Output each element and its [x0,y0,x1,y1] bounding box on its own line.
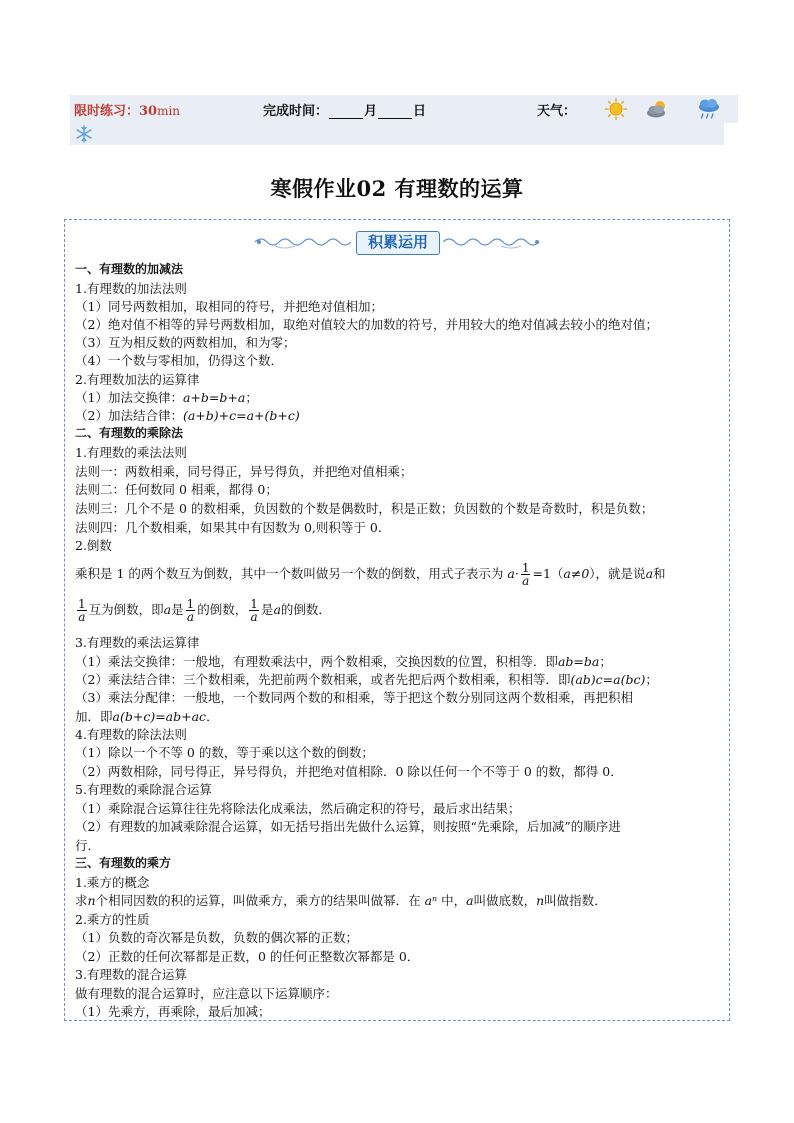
text-line: 法则一：两数相乘，同号得正，异号得负，并把绝对值相乘； [75,464,413,479]
day-blank[interactable] [378,107,412,119]
sun-icon[interactable] [603,97,629,121]
month-blank[interactable] [329,107,363,119]
subheading: 2.倒数 [75,538,112,553]
text-line: 法则四：几个数相乘，如果其中有因数为 0,则积等于 0. [75,520,382,535]
subheading: 5.有理数的乘除混合运算 [75,782,212,797]
section-heading: 二、有理数的乘除法 [75,426,184,440]
fraction: $\frac{1}{a}$ [78,597,86,624]
text-line: （2）加法结合律：(a+b)+c=a+(b+c) [75,408,300,423]
text-line: 行． [75,838,101,853]
text-line: （1）除以一个不等 0 的数，等于乘以这个数的倒数； [75,745,374,760]
text-line: （1）先乘方，再乘除，最后加减； [75,1004,271,1019]
snowflake-icon[interactable] [74,124,94,144]
subheading: 2.有理数加法的运算律 [75,372,200,387]
time-limit: 限时练习：30min [74,103,181,119]
text-line: 求n个相同因数的积的运算，叫做乘方，乘方的结果叫做幂．在 aⁿ 中，a叫做底数，n叫做指数． [75,893,607,908]
text-line: （2）有理数的加减乘除混合运算，如无括号指出先做什么运算，则按照“先乘除，后加减”的顺序进 [75,819,621,834]
text-line: 法则三：几个不是 0 的数相乘，负因数的个数是偶数时，积是正数；负因数的个数是奇数时，积是负数； [75,501,654,516]
subheading: 1.乘方的概念 [75,875,150,890]
subheading: 1.有理数的乘法法则 [75,445,187,460]
text-line: （2）正数的任何次幂都是正数，0 的任何正整数次幂都是 0． [75,949,420,964]
fraction: $\frac{1}{a}$ [521,561,530,588]
rain-cloud-icon[interactable] [696,97,722,121]
subheading: 2.乘方的性质 [75,912,150,927]
header-bar-lower [70,123,724,145]
subheading: 4.有理数的除法法则 [75,727,187,742]
completion-time: 完成时间： 月 日 [263,103,427,119]
text-line: （1）负数的奇次幂是负数，负数的偶次幂的正数； [75,930,358,945]
text-line: （2）绝对值不相等的异号两数相加，取绝对值较大的加数的符号，并用较大的绝对值减去较小的绝对值； [75,317,658,332]
text-line-reciprocal: 乘积是 1 的两个数互为倒数，其中一个数叫做另一个数的倒数，用式子表示为 a· $\frac{1}{a}$ =1（a≠0），就是说a和 [75,561,666,588]
text-line: （3）乘法分配律：一般地，一个数同两个数的和相乘，等于把这个数分别同这两个数相乘，再把积相 [75,690,633,705]
weather-label: 天气： [537,103,577,119]
text-line: （2）乘法结合律：三个数相乘，先把前两个数相乘，或者先把后两个数相乘，积相等．即(ab)c=a(bc)； [75,672,658,687]
section-heading: 三、有理数的乘方 [75,856,172,870]
text-line: 法则二：任何数同 0 相乘，都得 0； [75,482,278,497]
subheading: 3.有理数的混合运算 [75,967,187,982]
text-line: （1）同号两数相加，取相同的符号，并把绝对值相加； [75,299,383,314]
text-line-reciprocal-2: $\frac{1}{a}$ 互为倒数，即a是 $\frac{1}{a}$ 的倒数， $\frac{1}{a}$ 是a的倒数． [78,597,331,624]
text-line: （3）互为相反数的两数相加，和为零； [75,335,296,350]
subheading: 1.有理数的加法法则 [75,281,187,296]
text-line: （1）乘除混合运算往往先将除法化成乘法，然后确定积的符号，最后求出结果； [75,801,521,816]
fraction: $\frac{1}{a}$ [186,597,195,624]
banner-label: 积累运用 [356,231,440,255]
text-line: 加．即a(b+c)=ab+ac． [75,709,219,724]
text-line: （1）加法交换律：a+b=b+a； [75,390,258,405]
wave-decoration-right-icon [443,234,541,250]
text-line: （2）两数相除，同号得正，异号得负，并把绝对值相除．0 除以任何一个不等于 0 的数，都得 0． [75,764,623,779]
content-box [64,219,730,1021]
fraction: $\frac{1}{a}$ [250,597,258,624]
text-line: （4）一个数与零相加，仍得这个数． [75,353,283,368]
subheading: 3.有理数的乘法运算律 [75,635,200,650]
text-line: 做有理数的混合运算时，应注意以下运算顺序： [75,986,338,1001]
section-heading: 一、有理数的加减法 [75,262,184,276]
section-banner [65,228,729,256]
page-title: 寒假作业02 有理数的运算 [270,176,524,201]
wave-decoration-left-icon [255,234,353,250]
cloud-sun-icon[interactable] [645,97,671,121]
header-bar [70,95,738,123]
text-line: （1）乘法交换律：一般地，有理数乘法中，两个数相乘，交换因数的位置，积相等．即ab=ba； [75,654,612,669]
